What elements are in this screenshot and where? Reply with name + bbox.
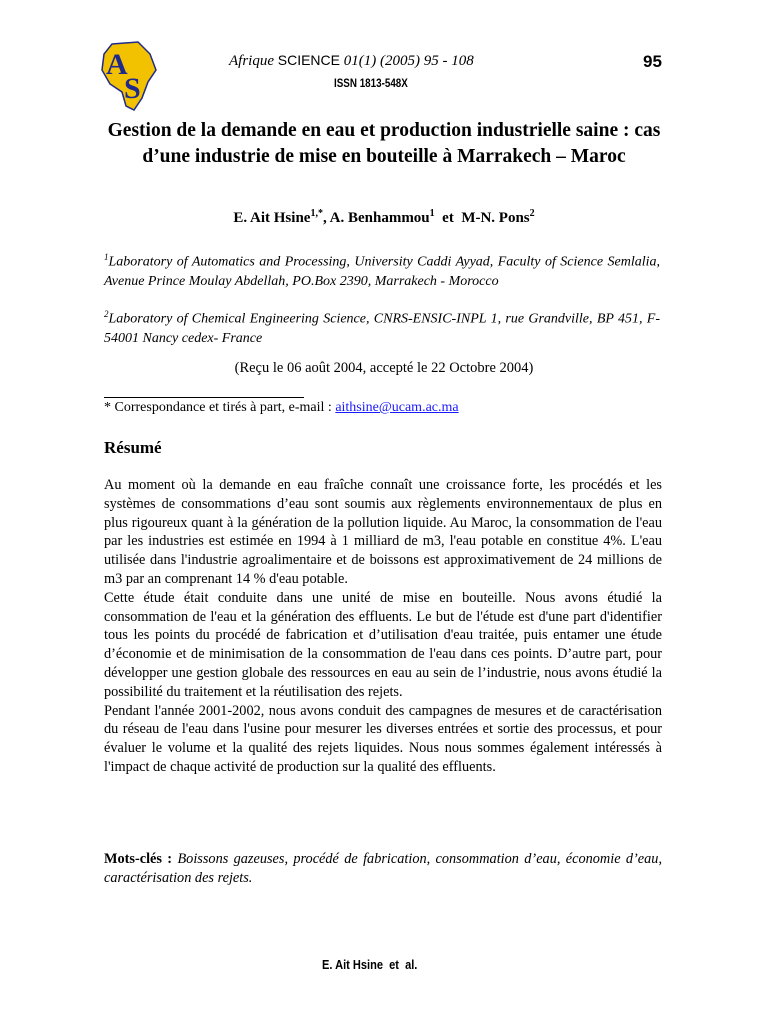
affiliation-number: 1: [104, 252, 109, 262]
author-list: [104, 208, 664, 227]
author-name: A. Benhammou: [329, 210, 430, 226]
affiliation-1: [104, 248, 660, 291]
received-dates: (Reçu le 06 août 2004, accepté le 22 Octobre 2004): [234, 360, 534, 376]
author-separator: ,: [322, 210, 330, 226]
keywords: [104, 850, 662, 888]
issn: ISSN 1813-548X: [334, 76, 408, 90]
journal-reference: [229, 52, 474, 70]
author-affil-mark: 1,*: [310, 208, 323, 219]
journal-name: SCIENCE: [277, 52, 340, 68]
affiliation-text: Laboratory of Automatics and Processing, University Caddi Ayyad, Faculty of Science Semlalia, Avenue Prince Moulay Abdellah, PO.Box 2390, Marrakech - Morocco: [104, 254, 660, 289]
keywords-label: Mots-clés :: [104, 851, 173, 867]
author-affil-mark: 2: [529, 208, 535, 219]
footnote-rule: [104, 397, 304, 398]
journal-volume: 01(1) (2005) 95 - 108: [343, 53, 474, 69]
affiliation-2: [104, 305, 660, 348]
abstract-paragraph: Cette étude était conduite dans une unité de mise en bouteille. Nous avons étudié la consommation de l'eau et la génération des effluents. Le but de l'étude est d'une part d'identifier tous les points du procédé de fabrication et d’utilisation d'eau traitée, puis entamer une étude d’économie et de minimisation de la consommation de l'eau dans ces points. D’autre part, pour développer une gestion globale des ressources en eau au sein de l’industrie, nous avons étudié la possibilité du traitement et la réutilisation des rejets.: [104, 589, 662, 700]
svg-text:A: A: [106, 48, 128, 81]
abstract-paragraph: Pendant l'année 2001-2002, nous avons conduit des campagnes de mesures et de caractérisation du réseau de l'eau dans l'usine pour mesurer les diverses entrées et sortie des processus, et pour évaluer le volume et la qualité des rejets liquides. Nous nous sommes également intéressés à l'impact de chaque activité de production sur la qualité des effluents.: [104, 702, 662, 775]
author-name: M-N. Pons: [461, 210, 530, 226]
author-separator: et: [434, 210, 462, 226]
affiliation-text: Laboratory of Chemical Engineering Science, CNRS-ENSIC-INPL 1, rue Grandville, BP 451, F-54001 Nancy cedex- France: [104, 311, 660, 346]
abstract-body: [104, 476, 662, 777]
svg-text:S: S: [124, 72, 141, 105]
correspondence-label: * Correspondance et tirés à part, e-mail :: [104, 400, 336, 415]
correspondence-note: [104, 400, 459, 416]
running-footer: E. Ait Hsine et al.: [322, 957, 418, 972]
author-name: E. Ait Hsine: [233, 210, 311, 226]
journal-brand: Afrique: [229, 53, 274, 69]
page-number: 95: [643, 52, 662, 71]
abstract-heading: Résumé: [104, 438, 162, 457]
journal-logo: [98, 40, 158, 112]
email-link[interactable]: aithsine@ucam.ac.ma: [335, 400, 459, 415]
author-affil-mark: 1: [429, 208, 435, 219]
abstract-paragraph: Au moment où la demande en eau fraîche connaît une croissance forte, les procédés et les systèmes de consommations d’eau sont soumis aux règlements environnementaux de plus en plus rigoureux quant à la génération de la pollution liquide. Au Maroc, la consommation de l'eau par les industries est estimée en 1994 à 1 milliard de m3, l'eau potable en constitue 4%. L'eau utilisée dans l'industrie agroalimentaire et de boissons est approximativement de 24 millions de m3 par an comprenant 14 % d'eau potable.: [104, 477, 662, 587]
keywords-values: Boissons gazeuses, procédé de fabrication, consommation d’eau, économie d’eau, caractérisation des rejets.: [104, 851, 663, 886]
paper-title: Gestion de la demande en eau et production industrielle saine : cas d’une industrie de mise en bouteille à Marrakech – Maroc: [107, 120, 661, 167]
affiliation-number: 2: [104, 309, 109, 319]
